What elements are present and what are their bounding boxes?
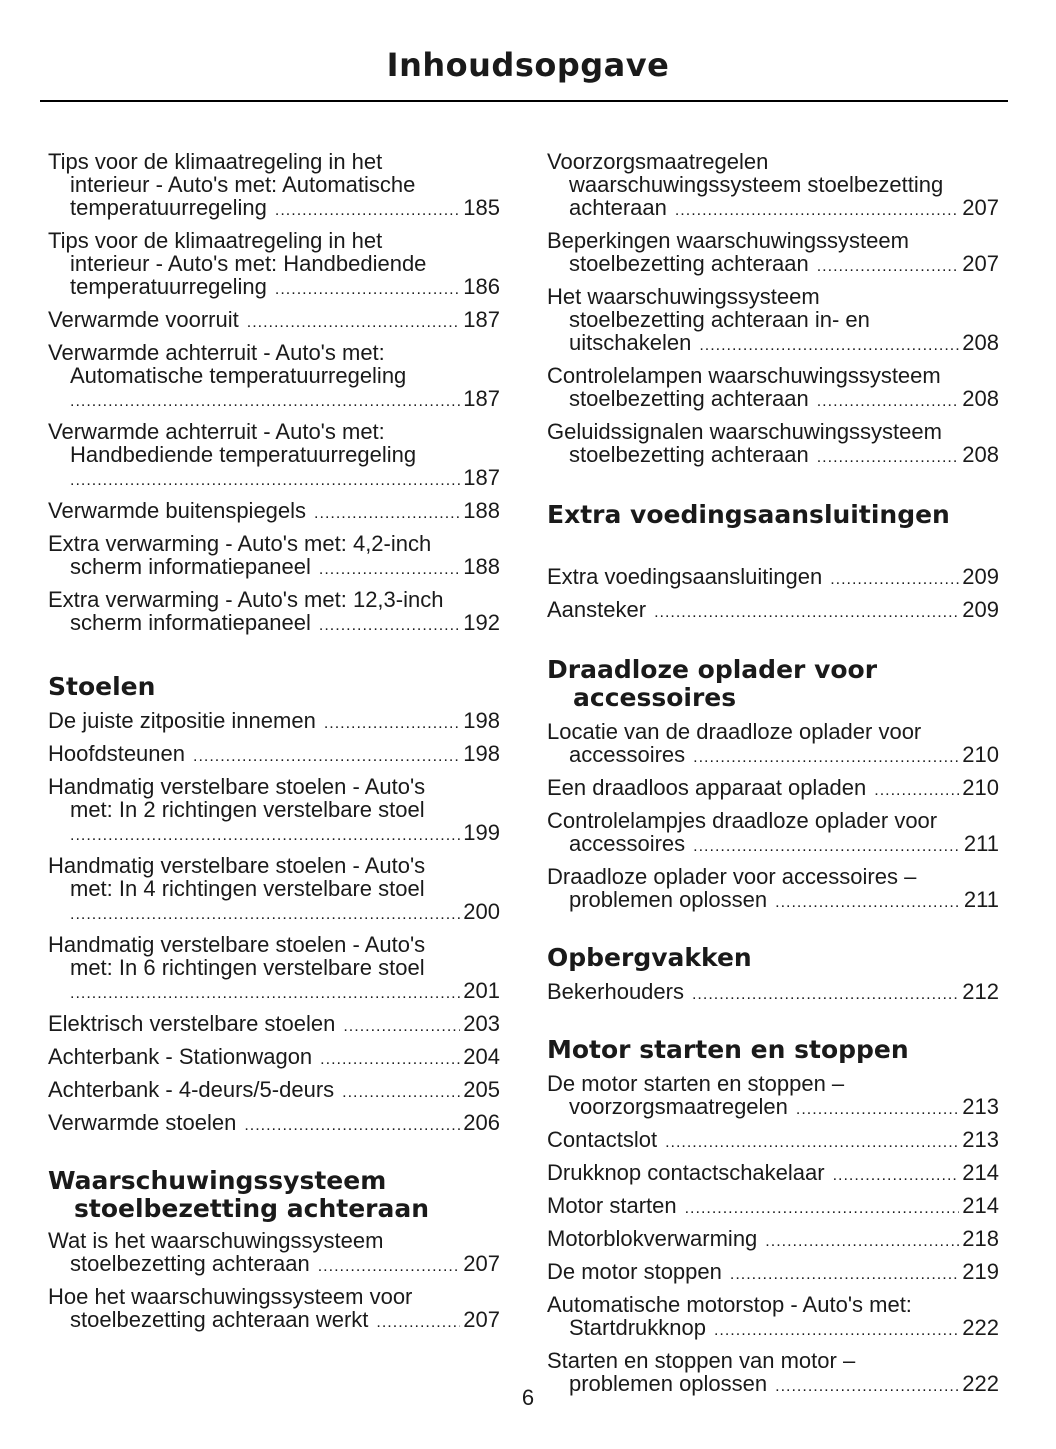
toc-entry-text: stoelbezetting achteraan in- en xyxy=(569,307,870,332)
dot-leader xyxy=(796,1098,959,1121)
toc-page-number[interactable]: 213 xyxy=(962,1094,999,1119)
toc-entry-text: De motor stoppen xyxy=(547,1259,722,1284)
toc-page-number[interactable]: 222 xyxy=(962,1371,999,1396)
toc-page-number[interactable]: 204 xyxy=(463,1044,500,1069)
toc-entry-text: stoelbezetting achteraan xyxy=(569,386,809,411)
dot-leader xyxy=(70,469,460,492)
dot-leader xyxy=(324,712,460,735)
toc-group xyxy=(547,720,999,914)
toc-entry-leader-line xyxy=(48,709,500,735)
toc-entry[interactable] xyxy=(48,1012,500,1038)
toc-entry-leader-line xyxy=(547,1260,999,1286)
toc-entry-text: Achterbank - Stationwagon xyxy=(48,1044,313,1069)
dot-leader xyxy=(193,745,460,768)
toc-entry-leader-line xyxy=(48,275,500,301)
toc-entry-leader-line xyxy=(547,743,999,769)
toc-entry-leader-line xyxy=(547,443,999,469)
toc-entry-text: uitschakelen xyxy=(569,330,692,355)
dot-leader xyxy=(70,824,460,847)
toc-page-number[interactable]: 207 xyxy=(962,195,999,220)
toc-entry[interactable] xyxy=(48,854,500,926)
toc-entry-text: Verwarmde stoelen xyxy=(48,1110,237,1135)
toc-entry[interactable] xyxy=(547,229,999,278)
toc-entry-text: Verwarmde achterruit - Auto's met: xyxy=(48,419,385,444)
toc-entry-text: stoelbezetting achteraan werkt xyxy=(70,1307,369,1332)
toc-entry[interactable] xyxy=(547,565,999,591)
toc-entry-text: scherm informatiepaneel xyxy=(70,610,311,635)
toc-entry-text: Beperkingen waarschuwingssysteem xyxy=(547,228,909,253)
toc-entry-text: Verwarmde buitenspiegels xyxy=(48,498,307,523)
toc-entry-text: Motorblokverwarming xyxy=(547,1226,758,1251)
toc-entry[interactable] xyxy=(547,776,999,802)
dot-leader xyxy=(874,779,959,802)
toc-entry[interactable] xyxy=(48,308,500,334)
toc-entry-leader-line xyxy=(547,196,999,222)
toc-entry-text: problemen oplossen xyxy=(569,887,768,912)
toc-page-number[interactable]: 211 xyxy=(963,887,999,912)
toc-page-number[interactable]: 210 xyxy=(962,742,999,767)
toc-entry-leader-line xyxy=(547,980,999,1006)
dot-leader xyxy=(70,982,460,1005)
dot-leader xyxy=(817,446,960,469)
toc-entry-text: Controlelampjes draadloze oplader voor xyxy=(547,808,938,833)
toc-entry[interactable] xyxy=(48,588,500,637)
toc-page-number[interactable]: 207 xyxy=(962,251,999,276)
toc-page-number[interactable]: 188 xyxy=(463,554,500,579)
dot-leader xyxy=(765,1230,959,1253)
toc-page-number[interactable]: 185 xyxy=(463,195,500,220)
toc-entry-leader-line xyxy=(547,598,999,624)
toc-entry[interactable] xyxy=(547,1260,999,1286)
toc-entry-text: Verwarmde voorruit xyxy=(48,307,239,332)
toc-page-number[interactable]: 205 xyxy=(463,1077,500,1102)
toc-section xyxy=(48,673,500,1137)
toc-column-left xyxy=(48,150,500,1341)
toc-entry-text: Bekerhouders xyxy=(547,979,684,1004)
toc-entry-text: met: In 4 richtingen verstelbare stoel xyxy=(70,876,425,901)
dot-leader xyxy=(318,1255,461,1278)
dot-leader xyxy=(665,1131,959,1154)
toc-entry-text: Automatische motorstop - Auto's met: xyxy=(547,1292,912,1317)
toc-entry-leader-line xyxy=(48,900,500,926)
toc-page-number[interactable]: 209 xyxy=(962,564,999,589)
toc-page-number[interactable]: 208 xyxy=(962,386,999,411)
toc-entry-text: Handmatig verstelbare stoelen - Auto's xyxy=(48,774,426,799)
section-heading: Motor starten en stoppen xyxy=(547,1035,909,1064)
toc-entry[interactable] xyxy=(48,933,500,1005)
toc-entry[interactable] xyxy=(547,150,999,222)
toc-entry-leader-line xyxy=(547,1227,999,1253)
dot-leader xyxy=(693,746,959,769)
toc-entry[interactable] xyxy=(48,709,500,735)
toc-entry-text: Starten en stoppen van motor – xyxy=(547,1348,856,1373)
dot-leader xyxy=(314,502,460,525)
toc-entry-leader-line xyxy=(547,1128,999,1154)
toc-entry-leader-line xyxy=(48,466,500,492)
toc-column-right xyxy=(547,150,999,1405)
dot-leader xyxy=(319,614,460,637)
dot-leader xyxy=(654,601,959,624)
toc-section xyxy=(547,1036,999,1398)
toc-entry[interactable] xyxy=(547,865,999,914)
dot-leader xyxy=(244,1114,460,1137)
toc-page-number[interactable]: 210 xyxy=(962,775,999,800)
toc-entry-leader-line xyxy=(48,387,500,413)
toc-entry-text: Tips voor de klimaatregeling in het xyxy=(48,149,383,174)
dot-leader xyxy=(730,1263,959,1286)
toc-page-number[interactable]: 207 xyxy=(463,1307,500,1332)
toc-page-number[interactable]: 222 xyxy=(962,1315,999,1340)
dot-leader xyxy=(693,835,961,858)
toc-entry[interactable] xyxy=(547,1128,999,1154)
toc-entry-text: Extra verwarming - Auto's met: 12,3-inch xyxy=(48,587,444,612)
toc-entry[interactable] xyxy=(547,1072,999,1121)
toc-entry-text: Een draadloos apparaat opladen xyxy=(547,775,867,800)
dot-leader xyxy=(343,1015,460,1038)
toc-entry-text: Aansteker xyxy=(547,597,647,622)
toc-entry-leader-line xyxy=(48,308,500,334)
toc-entry-text: problemen oplossen xyxy=(569,1371,768,1396)
dot-leader xyxy=(817,390,960,413)
toc-page-number[interactable]: 208 xyxy=(962,442,999,467)
toc-entry-leader-line xyxy=(547,1194,999,1220)
toc-page-number[interactable]: 192 xyxy=(463,610,500,635)
toc-page-number[interactable]: 212 xyxy=(962,979,999,1004)
toc-entry-text: waarschuwingssysteem stoelbezetting xyxy=(569,172,944,197)
toc-entry-text: accessoires xyxy=(569,831,686,856)
toc-entry-leader-line xyxy=(547,1095,999,1121)
toc-entry-leader-line xyxy=(547,252,999,278)
dot-leader xyxy=(342,1081,460,1104)
dot-leader xyxy=(320,1048,460,1071)
toc-entry-leader-line xyxy=(48,499,500,525)
page-title: Inhoudsopgave xyxy=(386,46,670,84)
toc-entry[interactable] xyxy=(547,1194,999,1220)
toc-entry[interactable] xyxy=(547,598,999,624)
toc-entry-text: temperatuurregeling xyxy=(70,195,267,220)
dot-leader xyxy=(692,983,959,1006)
toc-entry-leader-line xyxy=(48,196,500,222)
toc-entry[interactable] xyxy=(48,150,500,222)
toc-entry[interactable] xyxy=(547,420,999,469)
toc-entry-text: Geluidssignalen waarschuwingssysteem xyxy=(547,419,942,444)
toc-page-number[interactable]: 208 xyxy=(962,330,999,355)
toc-page-number[interactable]: 187 xyxy=(463,465,500,490)
toc-entry-text: De motor starten en stoppen – xyxy=(547,1071,845,1096)
toc-entry[interactable] xyxy=(48,1111,500,1137)
toc-page-number[interactable]: 209 xyxy=(962,597,999,622)
toc-page-number[interactable]: 198 xyxy=(463,741,500,766)
toc-page-number[interactable]: 187 xyxy=(463,307,500,332)
section-heading: Stoelen xyxy=(48,672,156,701)
dot-leader xyxy=(714,1319,959,1342)
toc-entry-leader-line xyxy=(48,1111,500,1137)
toc-section xyxy=(547,656,999,914)
toc-entry-text: met: In 2 richtingen verstelbare stoel xyxy=(70,797,425,822)
toc-entry-text: Elektrisch verstelbare stoelen xyxy=(48,1011,336,1036)
toc-entry-text: Verwarmde achterruit - Auto's met: xyxy=(48,340,385,365)
toc-group xyxy=(547,150,999,469)
toc-entry-leader-line xyxy=(48,1252,500,1278)
toc-entry-leader-line xyxy=(48,979,500,1005)
toc-entry-text: Extra verwarming - Auto's met: 4,2-inch xyxy=(48,531,432,556)
toc-entry-leader-line xyxy=(547,387,999,413)
dot-leader xyxy=(775,891,961,914)
toc-entry[interactable] xyxy=(48,499,500,525)
dot-leader xyxy=(699,334,959,357)
dot-leader xyxy=(70,903,460,926)
toc-page-number[interactable]: 188 xyxy=(463,498,500,523)
title-divider xyxy=(40,100,1008,102)
toc-entry-leader-line xyxy=(48,1012,500,1038)
toc-entry-text: Hoofdsteunen xyxy=(48,741,185,766)
toc-page-number[interactable]: 199 xyxy=(463,820,500,845)
toc-page-number[interactable]: 211 xyxy=(963,831,999,856)
toc-entry-text: stoelbezetting achteraan xyxy=(70,1251,310,1276)
section-heading: Opbergvakken xyxy=(547,943,752,972)
toc-entry-text: interieur - Auto's met: Automatische xyxy=(70,172,416,197)
toc-entry[interactable] xyxy=(48,775,500,847)
toc-page-number[interactable]: 187 xyxy=(463,386,500,411)
toc-entry-leader-line xyxy=(48,555,500,581)
toc-entry-leader-line xyxy=(547,1316,999,1342)
toc-entry-text: accessoires xyxy=(569,742,686,767)
toc-entry-leader-line xyxy=(547,832,999,858)
toc-group xyxy=(48,150,500,637)
toc-page-number[interactable]: 207 xyxy=(463,1251,500,1276)
toc-entry[interactable] xyxy=(48,420,500,492)
toc-entry-text: Draadloze oplader voor accessoires – xyxy=(547,864,917,889)
toc-entry[interactable] xyxy=(547,809,999,858)
toc-entry-leader-line xyxy=(48,611,500,637)
toc-group xyxy=(48,709,500,1137)
section-heading: Draadloze oplader voor accessoires xyxy=(547,655,878,712)
toc-page-number[interactable]: 218 xyxy=(962,1226,999,1251)
toc-entry-leader-line xyxy=(547,776,999,802)
toc-entry[interactable] xyxy=(547,285,999,357)
toc-entry-text: Startdrukknop xyxy=(569,1315,706,1340)
toc-entry[interactable] xyxy=(547,1293,999,1342)
toc-page-number[interactable]: 213 xyxy=(962,1127,999,1152)
toc-group xyxy=(547,565,999,624)
toc-entry-text: Controlelampen waarschuwingssysteem xyxy=(547,363,941,388)
toc-page-number[interactable]: 186 xyxy=(463,274,500,299)
toc-entry-text: temperatuurregeling xyxy=(70,274,267,299)
dot-leader xyxy=(830,568,959,591)
toc-entry-text: scherm informatiepaneel xyxy=(70,554,311,579)
toc-entry[interactable] xyxy=(547,1161,999,1187)
dot-leader xyxy=(675,199,959,222)
toc-entry-leader-line xyxy=(547,1161,999,1187)
toc-entry-text: Drukknop contactschakelaar xyxy=(547,1160,825,1185)
dot-leader xyxy=(70,390,460,413)
dot-leader xyxy=(817,255,960,278)
toc-entry-text: Handbediende temperatuurregeling xyxy=(70,442,417,467)
toc-entry-text: Hoe het waarschuwingssysteem voor xyxy=(48,1284,413,1309)
toc-entry-text: De juiste zitpositie innemen xyxy=(48,708,316,733)
toc-entry[interactable] xyxy=(48,1078,500,1104)
dot-leader xyxy=(275,278,460,301)
toc-page-number[interactable]: 198 xyxy=(463,708,500,733)
toc-group xyxy=(547,980,999,1006)
toc-page-number[interactable]: 203 xyxy=(463,1011,500,1036)
page-number: 6 xyxy=(521,1385,535,1410)
section-heading: Extra voedingsaansluitingen xyxy=(547,500,950,529)
toc-page-number[interactable]: 200 xyxy=(463,899,500,924)
toc-page-number[interactable]: 214 xyxy=(962,1193,999,1218)
toc-entry[interactable] xyxy=(48,742,500,768)
toc-entry-text: Contactslot xyxy=(547,1127,658,1152)
dot-leader xyxy=(376,1311,460,1334)
toc-entry[interactable] xyxy=(547,364,999,413)
toc-page-number[interactable]: 214 xyxy=(962,1160,999,1185)
toc-entry-text: stoelbezetting achteraan xyxy=(569,442,809,467)
toc-entry-text: Extra voedingsaansluitingen xyxy=(547,564,823,589)
dot-leader xyxy=(685,1197,960,1220)
toc-entry-leader-line xyxy=(547,888,999,914)
dot-leader xyxy=(275,199,460,222)
toc-section xyxy=(48,1167,500,1334)
toc-entry-leader-line xyxy=(547,331,999,357)
toc-entry-leader-line xyxy=(547,565,999,591)
toc-group xyxy=(547,1072,999,1398)
dot-leader xyxy=(833,1164,960,1187)
toc-group xyxy=(48,1229,500,1334)
toc-entry-leader-line xyxy=(48,742,500,768)
toc-entry-text: Achterbank - 4-deurs/5-deurs xyxy=(48,1077,335,1102)
toc-entry[interactable] xyxy=(547,1227,999,1253)
toc-entry-text: achteraan xyxy=(569,195,667,220)
toc-entry-text: Het waarschuwingssysteem xyxy=(547,284,820,309)
toc-entry-text: interieur - Auto's met: Handbediende xyxy=(70,251,427,276)
toc-entry[interactable] xyxy=(48,1229,500,1278)
toc-entry[interactable] xyxy=(48,341,500,413)
section-heading: Waarschuwingssysteem stoelbezetting achteraan xyxy=(48,1166,430,1223)
toc-page-number[interactable]: 206 xyxy=(463,1110,500,1135)
toc-entry[interactable] xyxy=(547,980,999,1006)
toc-entry-text: Locatie van de draadloze oplader voor xyxy=(547,719,922,744)
toc-entry-text: Handmatig verstelbare stoelen - Auto's xyxy=(48,932,426,957)
toc-section xyxy=(547,944,999,1006)
toc-page-number[interactable]: 219 xyxy=(962,1259,999,1284)
toc-entry-leader-line xyxy=(48,1078,500,1104)
toc-entry-text: Wat is het waarschuwingssysteem xyxy=(48,1228,384,1253)
toc-entry[interactable] xyxy=(48,1045,500,1071)
toc-entry-leader-line xyxy=(48,821,500,847)
toc-section xyxy=(547,501,999,624)
toc-page-number[interactable]: 201 xyxy=(463,978,500,1003)
toc-entry[interactable] xyxy=(547,720,999,769)
toc-entry-text: stoelbezetting achteraan xyxy=(569,251,809,276)
toc-entry[interactable] xyxy=(48,532,500,581)
toc-entry-text: met: In 6 richtingen verstelbare stoel xyxy=(70,955,425,980)
toc-entry-leader-line xyxy=(48,1045,500,1071)
toc-entry-text: Motor starten xyxy=(547,1193,677,1218)
toc-entry-text: Handmatig verstelbare stoelen - Auto's xyxy=(48,853,426,878)
toc-entry[interactable] xyxy=(48,1285,500,1334)
toc-entry-text: Voorzorgsmaatregelen xyxy=(547,149,769,174)
dot-leader xyxy=(247,311,461,334)
toc-entry-leader-line xyxy=(48,1308,500,1334)
toc-entry[interactable] xyxy=(48,229,500,301)
dot-leader xyxy=(319,558,460,581)
toc-entry-text: Tips voor de klimaatregeling in het xyxy=(48,228,383,253)
toc-entry-text: Automatische temperatuurregeling xyxy=(70,363,407,388)
toc-entry-text: voorzorgsmaatregelen xyxy=(569,1094,788,1119)
